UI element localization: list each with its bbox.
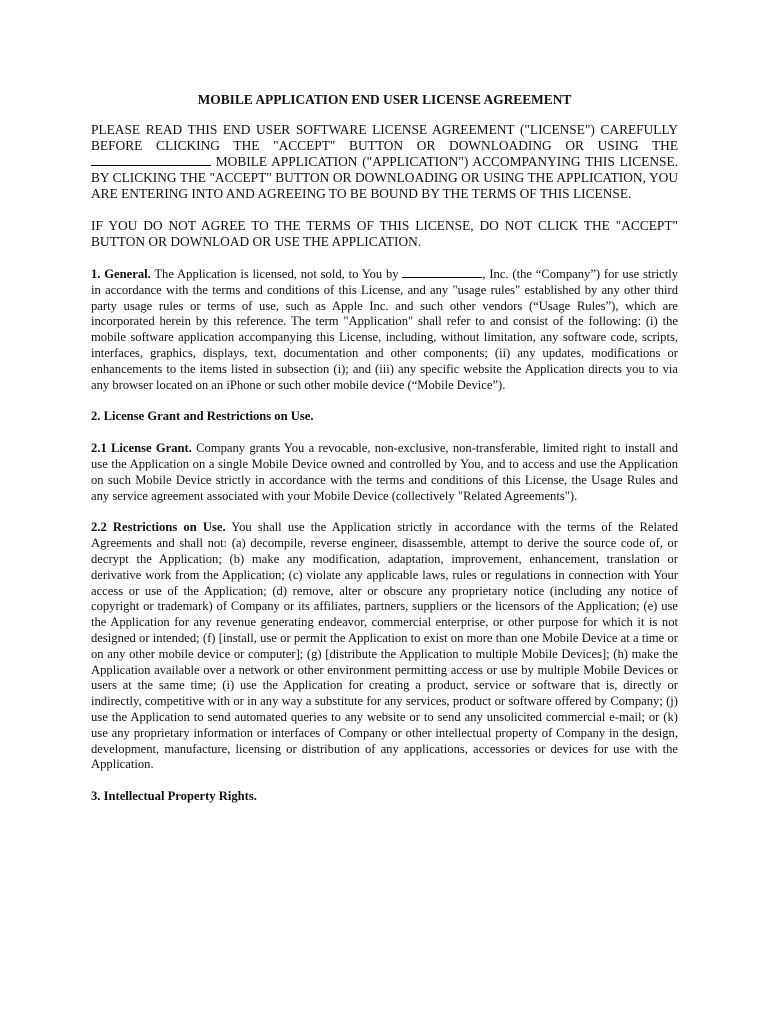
intro-paragraph: [91, 122, 678, 202]
intro-text-start: PLEASE READ THIS END USER SOFTWARE LICENSE AGREEMENT ("LICENSE") CAREFULLY BEFORE CLICKING THE "ACCEPT" BUTTON OR DOWNLOADING OR USING THE: [91, 122, 678, 153]
section-2-heading: 2. License Grant and Restrictions on Use.: [91, 409, 314, 424]
document-title: MOBILE APPLICATION END USER LICENSE AGREEMENT: [197, 92, 572, 107]
general-lead: 1. General.: [91, 267, 151, 281]
restrictions-paragraph: [91, 520, 678, 773]
section-3-heading: 3. Intellectual Property Rights.: [91, 789, 257, 804]
application-name-blank: [91, 154, 211, 166]
general-paragraph: [91, 266, 678, 393]
disagree-paragraph: IF YOU DO NOT AGREE TO THE TERMS OF THIS LICENSE, DO NOT CLICK THE "ACCEPT" BUTTON OR DOWNLOAD OR USE THE APPLICATION.: [91, 218, 678, 249]
license-grant-lead: 2.1 License Grant.: [91, 441, 192, 456]
license-grant-text: Company grants You a revocable, non-exclusive, non-transferable, limited right to install and use the Application on a single Mobile Device owned and controlled by You, and to access and use the Application on such Mobile Device strictly in accordance with the terms and conditions of this License, the Usage Rules and any service agreement associated with your Mobile Device (collectively "Related Agreements").: [91, 441, 678, 503]
document-page: [91, 92, 678, 821]
general-text-end: , Inc. (the “Company”) for use strictly in accordance with the terms and conditions of this License, and any "usage rules" established by any other third party usage rules or terms of use, such as Apple Inc. and such other vendors (“Usage Rules”), which are incorporated herein by this reference. The term "Application" shall refer to and consist of the following: (i) the mobile software application accompanying this License, including, without limitation, any software code, scripts, interfaces, graphics, displays, text, documentation and other components; (ii) any updates, modifications or enhancements to the items listed in subsection (i); and (iii) any specific website the Application directs you to via any browser located on an iPhone or such other mobile device (“Mobile Device”).: [91, 267, 678, 392]
restrictions-lead: 2.2 Restrictions on Use.: [91, 520, 226, 535]
intro-text-end: MOBILE APPLICATION ("APPLICATION") ACCOMPANYING THIS LICENSE. BY CLICKING THE "ACCEPT" BUTTON OR DOWNLOADING OR USING THE APPLICATION, YOU ARE ENTERING INTO AND AGREEING TO BE BOUND BY THE TERMS OF THIS LICENSE.: [91, 154, 678, 201]
license-grant-paragraph: [91, 441, 678, 504]
restrictions-text: You shall use the Application strictly in accordance with the terms of the Related Agreements and shall not: (a) decompile, reverse engineer, disassemble, attempt to derive the source code of, or decrypt the Application; (b) make any modification, adaptation, improvement, enhancement, translation or derivative work from the Application; (c) violate any applicable laws, rules or regulations in connection with Your access or use of the Application; (d) remove, alter or obscure any proprietary notice (including any notice of copyright or trademark) of Company or its affiliates, partners, suppliers or the licensors of the Application; (e) use the Application for any revenue generating endeavor, commercial enterprise, or other purpose for which it is not designed or intended; (f) [install, use or permit the Application to exist on more than one Mobile Device at a time or on any other mobile device or computer]; (g) [distribute the Application to multiple Mobile Devices]; (h) make the Application available over a network or other environment permitting access or use by multiple Mobile Devices or users at the same time; (i) use the Application for creating a product, service or software that is, directly or indirectly, competitive with or in any way a substitute for any services, product or software offered by Company; (j) use the Application to send automated queries to any website or to send any unsolicited commercial e-mail; or (k) use any proprietary information or interfaces of Company or other intellectual property of Company in the design, development, manufacture, licensing or distribution of any applications, accessories or devices for use with the Application.: [91, 520, 678, 772]
general-text-start: The Application is licensed, not sold, to You by: [150, 267, 403, 281]
company-name-blank: [402, 266, 482, 278]
